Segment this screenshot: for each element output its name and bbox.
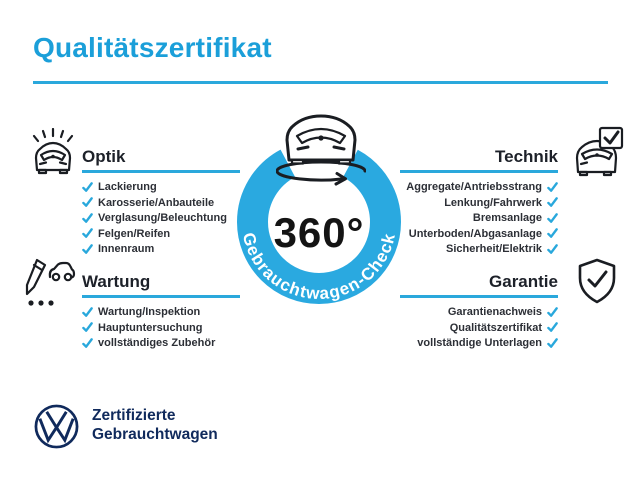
section-wartung [82, 272, 240, 351]
check-icon [82, 338, 93, 349]
shining-car-icon [29, 128, 77, 176]
list-item [400, 320, 558, 336]
footer-line2: Gebrauchtwagen [92, 426, 218, 443]
page-title: Qualitätszertifikat [33, 32, 272, 63]
car-checkbox-icon [574, 126, 624, 178]
list-item-label: Wartung/Inspektion [98, 306, 201, 319]
list-item-label: Aggregate/Antriebsstrang [406, 181, 542, 194]
check-icon [547, 338, 558, 349]
check-icon [82, 322, 93, 333]
list-item-label: Lackierung [98, 181, 157, 194]
list-item [400, 336, 558, 352]
list-item [82, 336, 240, 352]
check-icon [82, 244, 93, 255]
list-item-label: Verglasung/Beleuchtung [98, 212, 227, 225]
footer-brand-text [92, 406, 218, 444]
list-item [82, 305, 240, 321]
list-item-label: Felgen/Reifen [98, 227, 171, 240]
checklist-garantie [400, 305, 558, 352]
inspection-pencil-car-icon [24, 258, 76, 308]
check-icon [82, 228, 93, 239]
section-divider [400, 170, 558, 173]
check-icon [547, 197, 558, 208]
list-item-label: Hauptuntersuchung [98, 321, 203, 334]
check-icon [547, 182, 558, 193]
list-item-label: Bremsanlage [472, 212, 542, 225]
list-item [400, 242, 558, 258]
check-icon [547, 322, 558, 333]
list-item-label: Innenraum [98, 243, 155, 256]
check-icon [547, 244, 558, 255]
title-divider [33, 81, 608, 84]
ring-label: Gebrauchtwagen-Check [238, 230, 400, 304]
checklist-technik [400, 180, 558, 258]
section-title-optik: Optik [82, 147, 126, 166]
section-divider [400, 295, 558, 298]
list-item [400, 195, 558, 211]
list-item-label: vollständiges Zubehör [98, 337, 216, 350]
list-item [82, 320, 240, 336]
check-icon [547, 213, 558, 224]
list-item-label: Sicherheit/Elektrik [446, 243, 542, 256]
section-title-technik: Technik [495, 147, 558, 166]
check-icon [547, 228, 558, 239]
vw-logo [33, 403, 80, 450]
list-item-label: vollständige Unterlagen [417, 337, 542, 350]
list-item [82, 180, 240, 196]
section-divider [82, 295, 240, 298]
list-item-label: Qualitätszertifikat [449, 321, 542, 334]
footer-line1: Zertifizierte [92, 407, 176, 424]
degree-label: 360° [273, 209, 365, 256]
list-item [82, 211, 240, 227]
list-item [400, 180, 558, 196]
list-item-label: Karosserie/Anbauteile [98, 196, 215, 209]
list-item [82, 242, 240, 258]
list-item [400, 211, 558, 227]
shield-check-icon [577, 258, 617, 305]
list-item-label: Lenkung/Fahrwerk [444, 196, 542, 209]
section-optik [82, 147, 240, 257]
car-rotation-icon [276, 104, 366, 196]
checklist-wartung [82, 305, 240, 352]
section-title-wartung: Wartung [82, 272, 151, 291]
section-title-garantie: Garantie [489, 272, 558, 291]
check-icon [82, 182, 93, 193]
check-icon [82, 197, 93, 208]
section-garantie [400, 272, 558, 351]
list-item [82, 226, 240, 242]
section-technik [400, 147, 558, 257]
list-item [82, 195, 240, 211]
checklist-optik [82, 180, 240, 258]
check-icon [547, 307, 558, 318]
list-item-label: Garantienachweis [447, 306, 542, 319]
list-item [400, 305, 558, 321]
list-item [400, 226, 558, 242]
list-item-label: Unterboden/Abgasanlage [408, 227, 542, 240]
check-icon [82, 213, 93, 224]
section-divider [82, 170, 240, 173]
check-icon [82, 307, 93, 318]
